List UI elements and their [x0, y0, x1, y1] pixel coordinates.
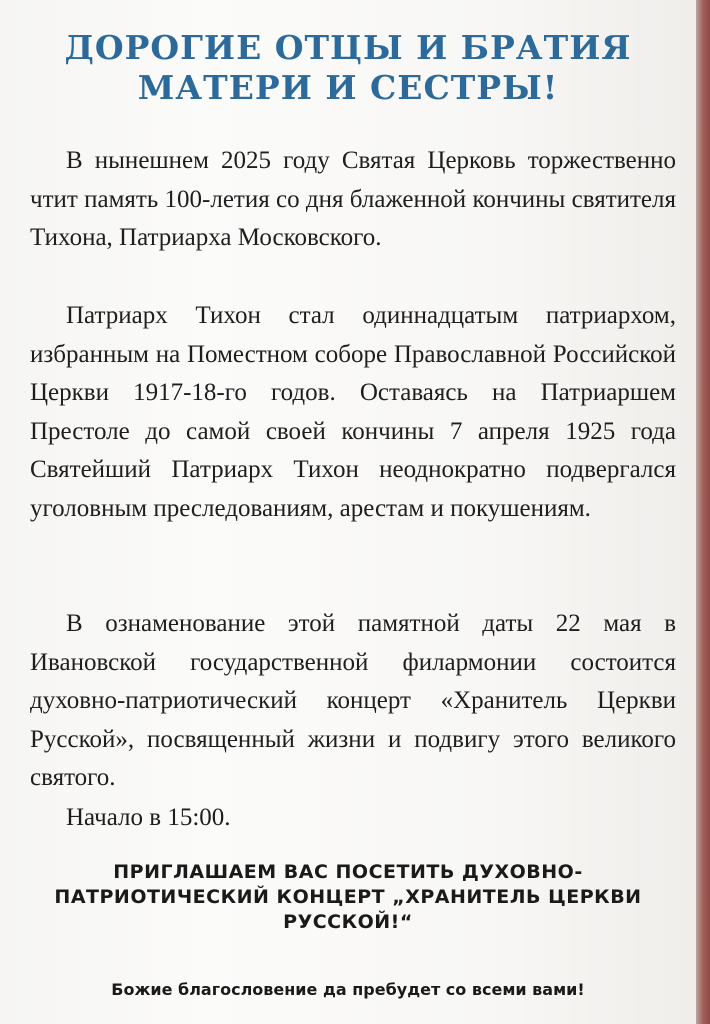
title-line-2: МАТЕРИ И СЕСТРЫ!	[137, 68, 559, 107]
paragraph-concert-announcement: В ознаменование этой памятной даты 22 мая в Ивановской государственной филармонии состоится духовно-патриотический концерт «Хранитель Церкви Русской», посвященный жизни и подвигу этого великого святого.	[30, 610, 676, 792]
invitation-text: ПРИГЛАШАЕМ ВАС ПОСЕТИТЬ ДУХОВНО-ПАТРИОТИЧЕСКИЙ КОНЦЕРТ „ХРАНИТЕЛЬ ЦЕРКВИ РУССКОЙ!“	[54, 861, 642, 933]
paragraph-patriarch-biography: Патриарх Тихон стал одиннадцатым патриархом, избранным на Поместном соборе Православной Российской Церкви 1917-18-го годов. Оставаясь на Патриаршем Престоле до самой своей кончины 7 апреля 1925 года Святейший Патриарх Тихон неоднократно подвергался уголовным преследованиям, арестам и покушениям.	[30, 302, 676, 522]
paragraph-anniversary: В нынешнем 2025 году Святая Церковь торжественно чтит память 100-летия со дня блаженной кончины святителя Тихона, Патриарха Московского.	[30, 147, 676, 252]
background-edge	[696, 0, 710, 1024]
paragraph-start-time: Начало в 15:00.	[66, 804, 231, 831]
blessing-text: Божие благословение да пребудет со всеми вами!	[111, 980, 585, 999]
title-line-1: ДОРОГИЕ ОТЦЫ И БРАТИЯ	[64, 28, 632, 67]
